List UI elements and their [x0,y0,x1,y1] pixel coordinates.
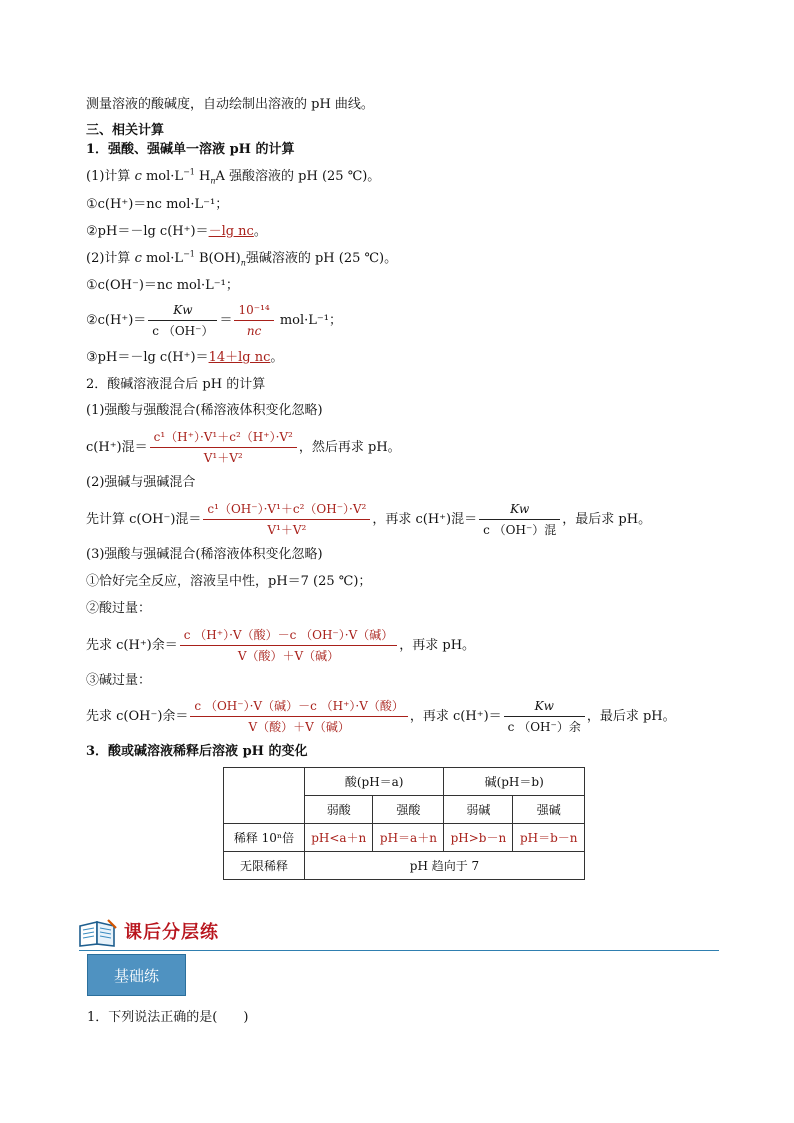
acid-intro: (1)计算 c $mol\cdot L^{-1}$ $H_nA$ 强酸溶液的 pH (25 ℃)。 [86,167,381,186]
table-cell: pH＝b－n [513,824,585,852]
level-tag: 基础练 [87,954,186,996]
base-intro: (2)计算 c $mol\cdot L^{-1}$ $B(OH)_n$强碱溶液的 pH (25 ℃)。 [86,249,398,268]
base-step-2: ②c(H⁺)＝ $\frac{Kw}{c (OH^-)}$ ＝ $\frac{\text{10⁻¹⁴}}{nc}$ mol·L⁻¹； [86,303,343,338]
table-head-base: 碱(pH＝b) [444,768,585,796]
acid-step-1: ①c(H⁺)＝nc mol·L⁻¹； [86,197,229,212]
mix3-title: (3)强酸与强碱混合(稀溶液体积变化忽略) [86,547,323,562]
exercise-banner-title: 课后分层练 [124,922,219,943]
table-weak-acid: 弱酸 [305,796,373,824]
subsection-title-1: 1．强酸、强碱单一溶液 pH 的计算 [86,142,295,157]
acid-step-2: ②pH＝－lg c(H⁺)＝－lg nc。 [86,224,267,239]
dilution-table [223,767,585,880]
book-icon [78,918,118,948]
intro-line: 测量溶液的酸碱度，自动绘制出溶液的 pH 曲线。 [86,97,374,112]
table-row-label: 稀释 10ⁿ倍 [224,824,305,852]
mix1-formula: c(H⁺)混＝ $\frac{\text{c¹（H⁺）·V¹＋c²（H⁺）·V²}}{\text{V¹＋V²}}$ ，然后再求 pH。 [86,430,401,465]
table-cell: pH<a＋n [305,824,373,852]
table-row-label: 无限稀释 [224,852,305,880]
section-title: 三、相关计算 [86,123,165,138]
base-step-1: ①c(OH⁻)＝nc mol·L⁻¹； [86,278,239,293]
mix3-case-3-label: ③碱过量： [86,673,152,688]
table-corner-cell [224,768,305,824]
mix3-case-1: ①恰好完全反应，溶液呈中性，pH＝7 (25 ℃)； [86,574,372,589]
table-head-acid: 酸(pH＝a) [305,768,444,796]
table-cell: pH>b－n [444,824,513,852]
base-step-3: ③pH＝－lg c(H⁺)＝14＋lg nc。 [86,350,284,365]
table-cell: pH 趋向于 7 [305,852,585,880]
table-weak-base: 弱碱 [444,796,513,824]
subsection-title-3: 3．酸或碱溶液稀释后溶液 pH 的变化 [86,744,308,759]
mix3-case-2-formula: 先求 c(H⁺)余＝ $\frac{\text{c （H⁺）·V（酸）－c （OH⁻）·V（碱）}}{\text{V（酸）＋V（碱）}}$ ，再求 pH。 [86,628,476,663]
mix3-case-3-formula: 先求 c(OH⁻)余＝ $\frac{\text{c （OH⁻）·V（碱）－c （H⁺）·V（酸）}}{\text{V（酸）＋V（碱）}}$ ，再求 c(H⁺)＝ $\frac{Kw}{\text{c （OH⁻）余}}$ ，最后求 pH。 [86,699,676,734]
table-cell: pH＝a＋n [373,824,444,852]
banner-divider [79,950,719,951]
mix2-formula: 先计算 c(OH⁻)混＝ $\frac{\text{c¹（OH⁻）·V¹＋c²（OH⁻）·V²}}{\text{V¹＋V²}}$ ，再求 c(H⁺)混＝ $\frac{Kw}{\text{c （OH⁻）混}}$ ，最后求 pH。 [86,502,652,537]
mix1-title: (1)强酸与强酸混合(稀溶液体积变化忽略) [86,403,323,418]
table-strong-acid: 强酸 [373,796,444,824]
table-strong-base: 强碱 [513,796,585,824]
question-1: 1．下列说法正确的是( ) [87,1010,249,1025]
mix2-title: (2)强碱与强碱混合 [86,475,196,490]
mix3-case-2-label: ②酸过量： [86,601,152,616]
subsection-title-2: 2．酸碱溶液混合后 pH 的计算 [86,377,266,392]
